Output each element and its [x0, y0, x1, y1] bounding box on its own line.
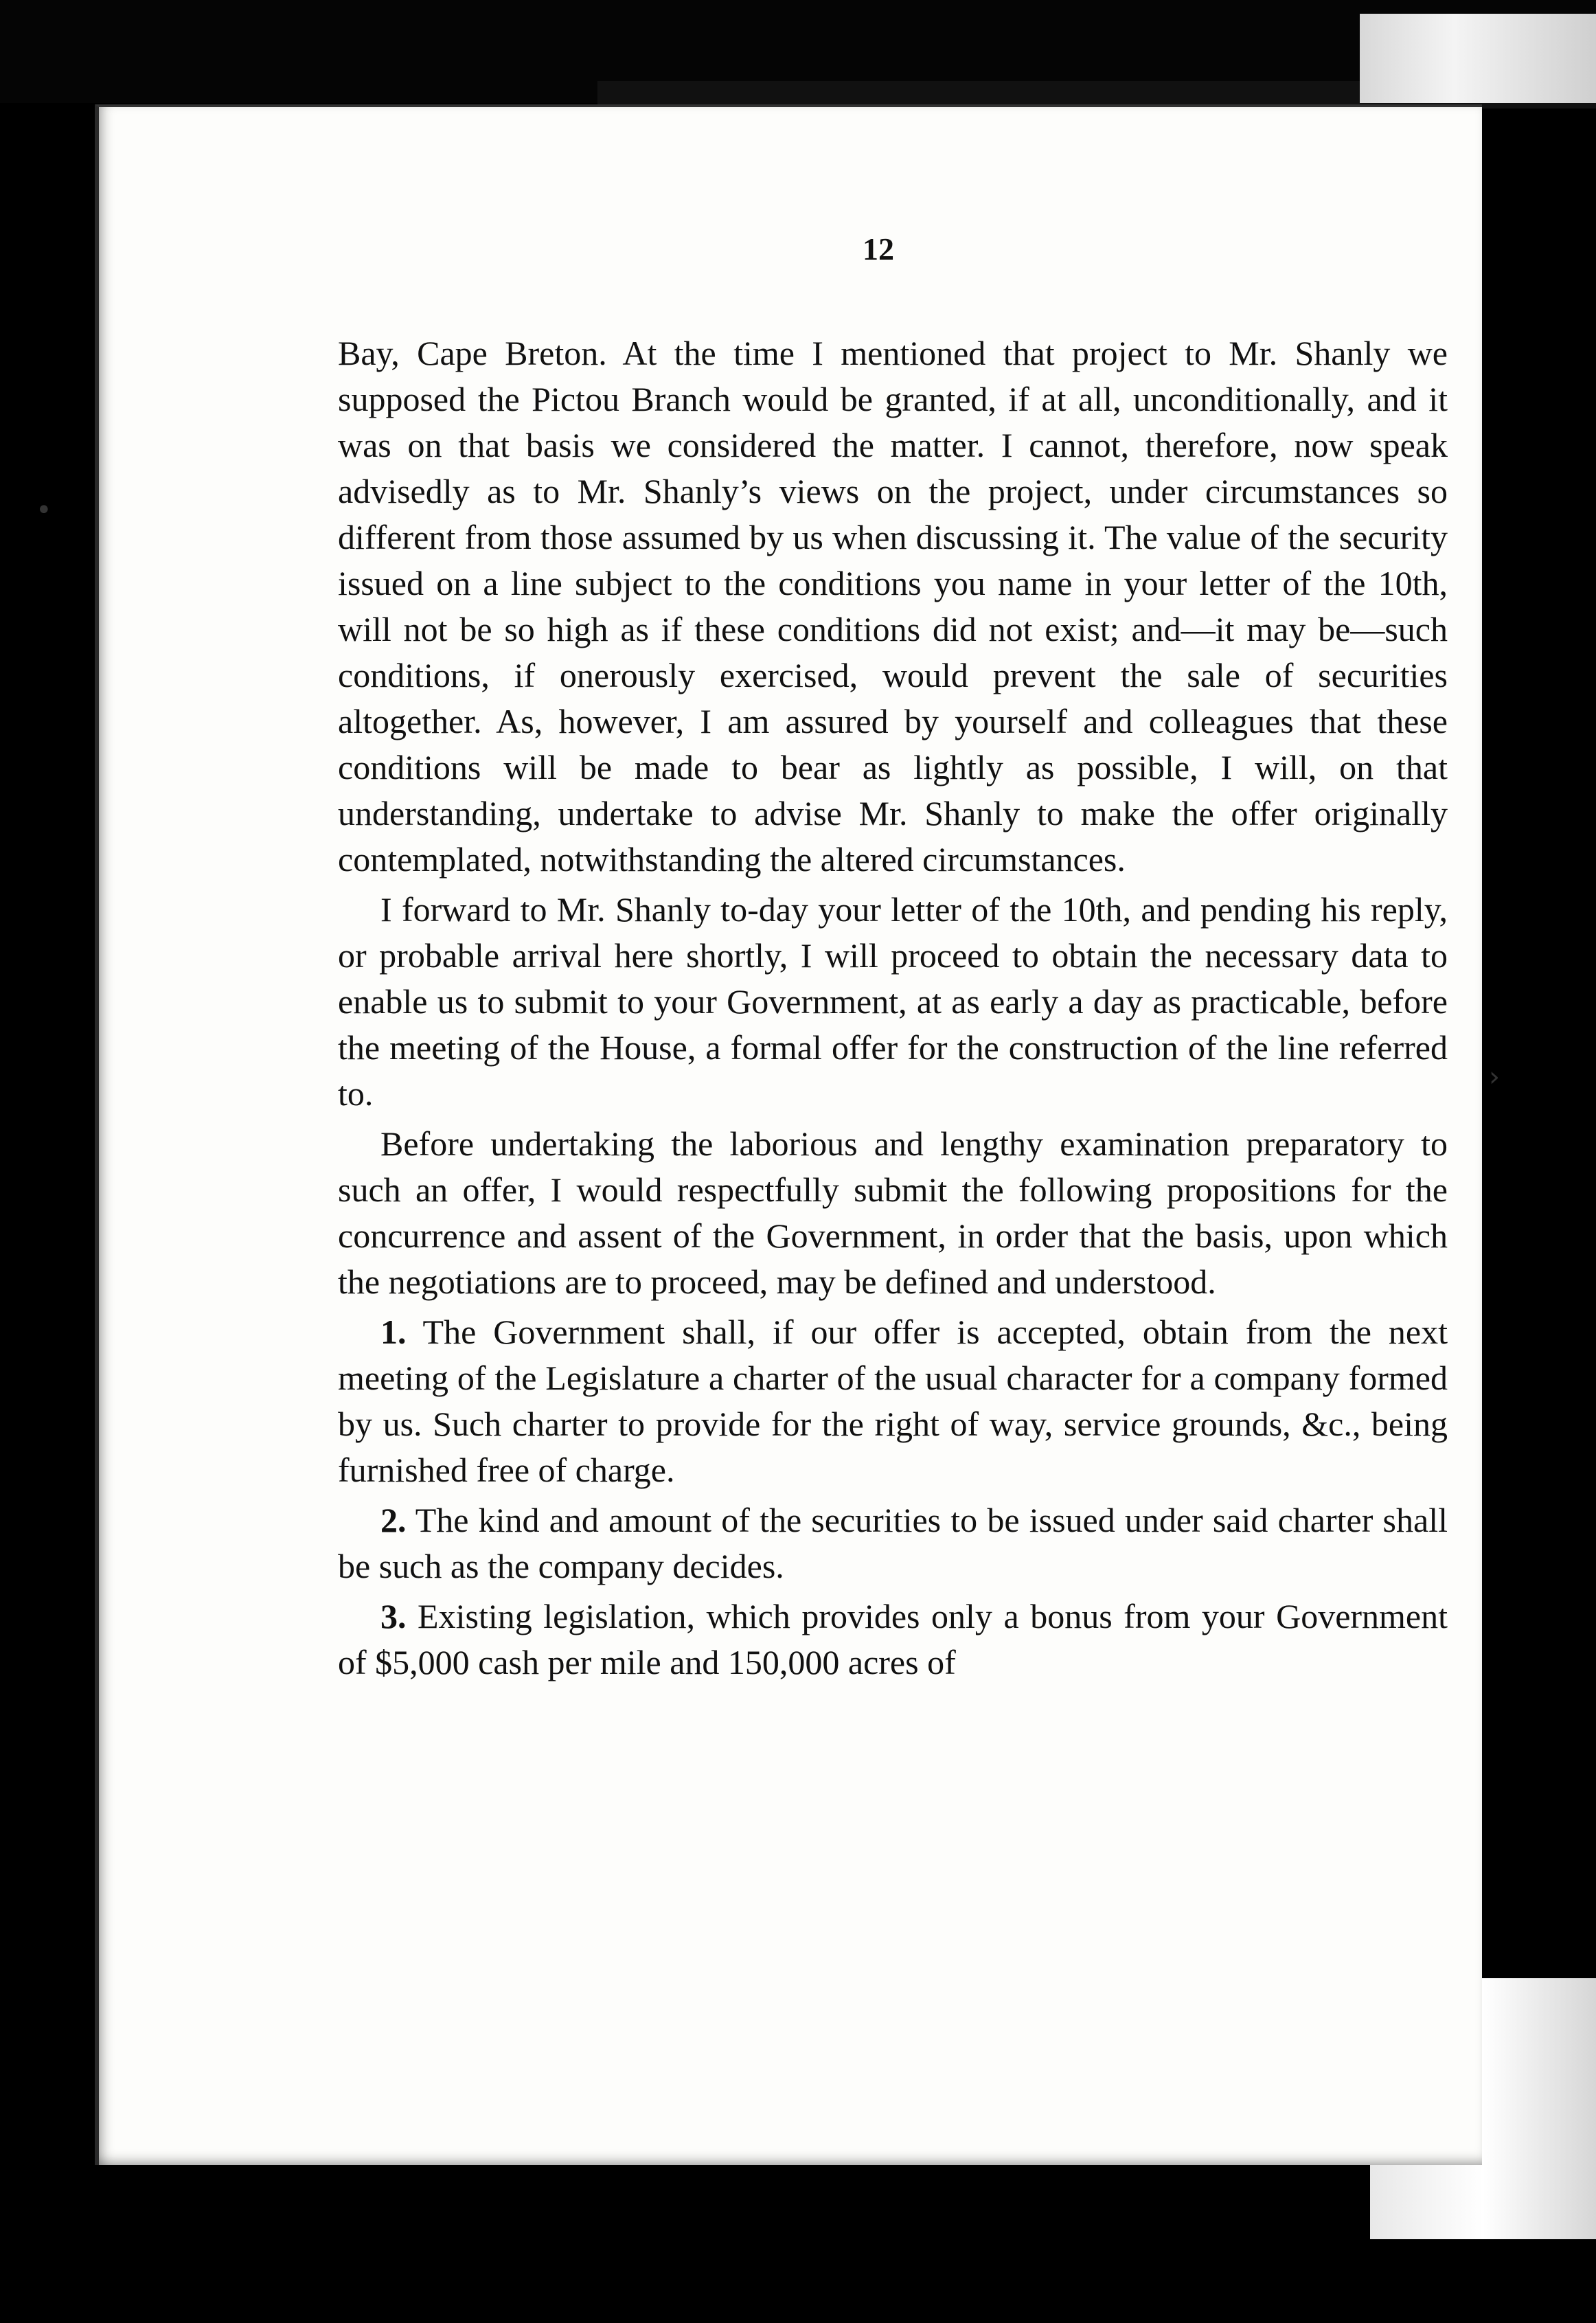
- proposition-text: Existing legislation, which provides only a bonus from your Government of $5,000 cash per mile and 150,000 acres of: [338, 1597, 1448, 1681]
- proposition-number: 2.: [380, 1501, 407, 1539]
- document-page: [95, 104, 1482, 2165]
- proposition-number: 1.: [380, 1313, 407, 1351]
- paragraph-continuation: Bay, Cape Breton. At the time I mentioned that project to Mr. Shanly we supposed the Pictou Branch would be granted, if at all, unconditionally, and it was on that basis we considered the matter. I cannot, therefore, now speak advisedly as to Mr. Shanly’s views on the project, under circumstances so different from those assumed by us when discussing it. The value of the security issued on a line subject to the conditions you name in your letter of the 10th, will not be so high as if these conditions did not exist; and—it may be—such conditions, if onerously exercised, would prevent the sale of securities altogether. As, however, I am assured by yourself and colleagues that these conditions will be made to bear as lightly as possible, I will, on that understanding, undertake to advise Mr. Shanly to make the offer originally contemplated, notwithstanding the altered circumstances.: [338, 334, 1448, 879]
- proposition-text: The kind and amount of the securities to be issued under said charter shall be such as the company decides.: [338, 1501, 1448, 1585]
- paragraph-forwarding-letter: I forward to Mr. Shanly to-day your letter of the 10th, and pending his reply, or probable arrival here shortly, I will proceed to obtain the necessary data to enable us to submit to your Government, at as early a day as practicable, before the meeting of the House, a formal offer for the construction of the line referred to.: [338, 890, 1448, 1113]
- paragraph-propositions-intro: Before undertaking the laborious and lengthy examination preparatory to such an offer, I would respectfully submit the following propositions for the concurrence and assent of the Government, in order that the basis, upon which the negotiations are to proceed, may be defined and understood.: [338, 1124, 1448, 1301]
- page-number: 12: [863, 231, 894, 267]
- body-text: [338, 330, 1448, 1686]
- proposition-number: 3.: [380, 1597, 407, 1635]
- proposition-item-1: [338, 1309, 1448, 1493]
- margin-speck: ›: [1489, 1061, 1500, 1093]
- proposition-text: The Government shall, if our offer is accepted, obtain from the next meeting of the Legislature a charter of the usual character for a company formed by us. Such charter to provide for the right of way, service grounds, &c., being furnished free of charge.: [338, 1313, 1448, 1489]
- proposition-item-2: [338, 1497, 1448, 1589]
- proposition-item-3: [338, 1594, 1448, 1686]
- adjacent-page-edge-top: [1360, 14, 1596, 103]
- margin-speck: •: [36, 495, 52, 526]
